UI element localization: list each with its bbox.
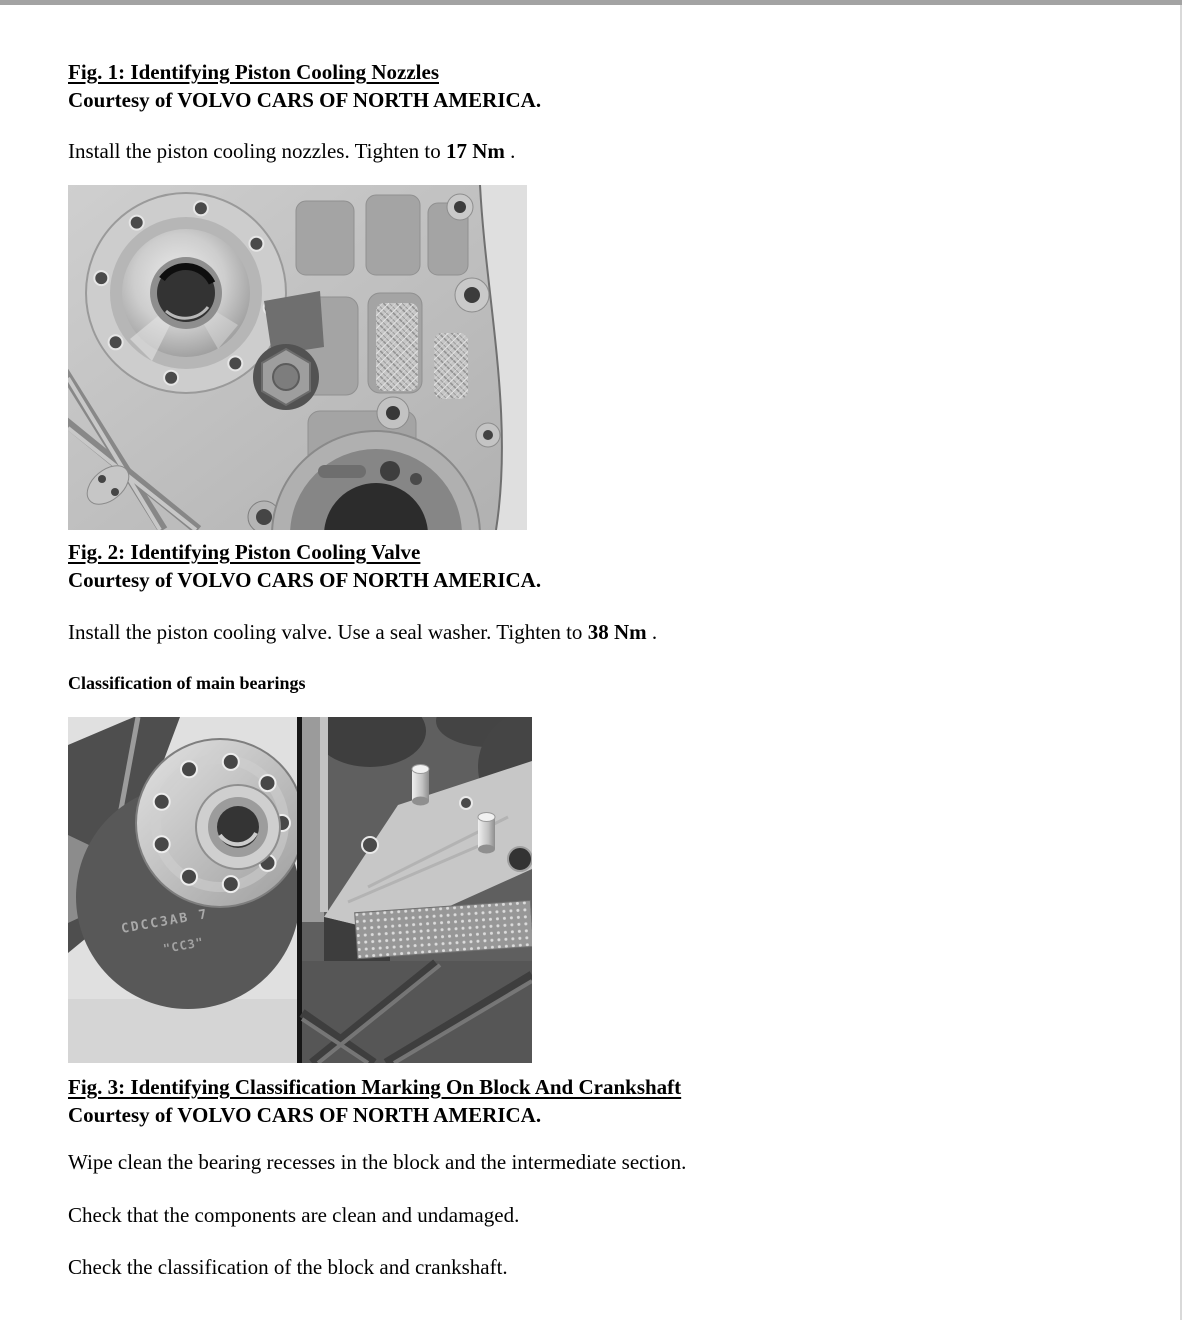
- figure-3-image: [68, 717, 532, 1063]
- panel-divider: [297, 717, 302, 1063]
- piston-cooling-nozzle-bore: [86, 193, 286, 393]
- paragraph-install-valve-text: Install the piston cooling valve. Use a seal washer. Tighten to: [68, 620, 588, 644]
- figure-1-title: Fig. 1: Identifying Piston Cooling Nozzles: [68, 60, 439, 84]
- page-top-edge: [0, 0, 1182, 5]
- paragraph-check-components: Check that the components are clean and undamaged.: [68, 1203, 520, 1227]
- figure-1-image: [68, 185, 527, 530]
- paragraph-wipe-clean: Wipe clean the bearing recesses in the block and the intermediate section.: [68, 1150, 687, 1174]
- hex-bolt: [253, 344, 319, 410]
- figure-3-courtesy: Courtesy of VOLVO CARS OF NORTH AMERICA.: [68, 1103, 542, 1127]
- crankshaft-panel: [68, 717, 304, 1063]
- figure-3-caption: [68, 1073, 1128, 1129]
- figure-2-caption: [68, 538, 1128, 594]
- paragraph-install-valve-end: .: [646, 620, 658, 644]
- crank-stamp-marking: CDCC3AB 7: [120, 906, 210, 937]
- crank-stamp-marking-2: "CC3": [162, 935, 206, 956]
- subheading-classification: Classification of main bearings: [68, 673, 306, 693]
- paragraph-check-classification: Check the classification of the block and crankshaft.: [68, 1255, 508, 1279]
- torque-value-17nm: 17 Nm: [445, 139, 505, 163]
- figure-2-courtesy: Courtesy of VOLVO CARS OF NORTH AMERICA.: [68, 568, 542, 592]
- paragraph-install-nozzles-end: .: [504, 139, 516, 163]
- figure-1-courtesy: Courtesy of VOLVO CARS OF NORTH AMERICA.: [68, 88, 542, 112]
- figure-1-caption: [68, 58, 1128, 114]
- document-page: [68, 58, 1128, 1281]
- paragraph-install-nozzles-text: Install the piston cooling nozzles. Tighten to: [68, 139, 446, 163]
- block-marking-panel: [302, 717, 532, 1063]
- paragraph-install-nozzles: [68, 137, 1128, 165]
- figure-3-title: Fig. 3: Identifying Classification Marking On Block And Crankshaft: [68, 1075, 682, 1099]
- paragraph-install-valve: [68, 618, 1128, 646]
- torque-value-38nm: 38 Nm: [587, 620, 647, 644]
- figure-2-title: Fig. 2: Identifying Piston Cooling Valve: [68, 540, 421, 564]
